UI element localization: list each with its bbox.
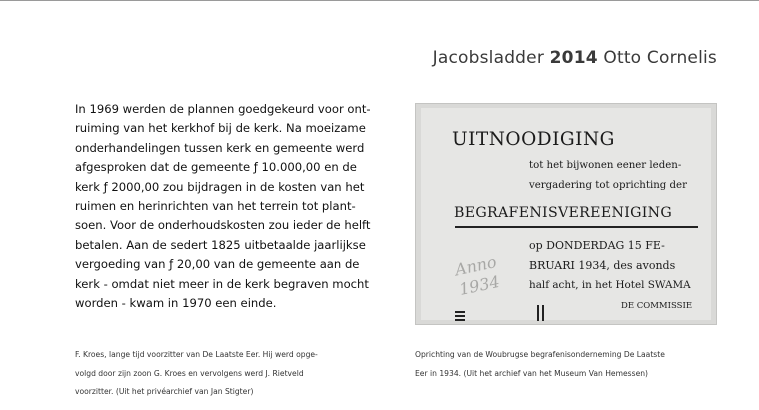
invitation-card — [421, 108, 711, 320]
invitation-photo — [415, 103, 717, 325]
page-header — [433, 48, 717, 68]
photo-caption-right — [415, 346, 715, 383]
body-line: ruiming van het kerkhof bij de kerk. Na moeizame — [75, 121, 366, 136]
header-title: Jacobsladder — [432, 48, 545, 68]
invitation-heading: UITNOODIGING — [452, 129, 615, 150]
caption-line: F. Kroes, lange tijd voorzitter van De Laatste Eer. Hij werd opge- — [75, 350, 318, 359]
invitation-subheading: BEGRAFENISVEREENIGING — [454, 205, 672, 221]
print-mark — [537, 305, 547, 321]
body-line: ruimen en herinrichten van het terrein tot plant- — [75, 199, 356, 214]
handwriting-word: Anno — [453, 252, 499, 280]
header-author: Otto Cornelis — [603, 48, 717, 68]
photo-caption-left — [75, 346, 375, 402]
invitation-line: BRUARI 1934, des avonds — [529, 259, 676, 272]
body-line: afgesproken dat de gemeente ƒ 10.000,00 en de — [75, 160, 357, 175]
handwriting-year: 1934 — [457, 271, 502, 299]
invitation-line: half acht, in het Hotel SWAMA — [529, 279, 691, 291]
body-line: soen. Voor de onderhoudskosten zou ieder de helft — [75, 218, 371, 233]
invitation-line: vergadering tot oprichting der — [529, 180, 687, 191]
body-line: In 1969 werden de plannen goedgekeurd voor ont- — [75, 102, 371, 116]
body-line: onderhandelingen tussen kerk en gemeente werd — [75, 140, 365, 155]
body-line: vergoeding van ƒ 20,00 van de gemeente aan de — [75, 257, 360, 272]
invitation-signature: DE COMMISSIE — [621, 301, 693, 311]
invitation-line: op DONDERDAG 15 FE- — [529, 239, 665, 252]
top-rule — [0, 0, 759, 1]
caption-line: Eer in 1934. (Uit het archief van het Museum Van Hemessen) — [415, 368, 649, 378]
handwritten-annotation — [453, 252, 502, 300]
caption-line: Oprichting van de Woubrugse begrafenisonderneming De Laatste — [415, 350, 665, 359]
body-paragraph — [75, 100, 390, 313]
caption-line: voorzitter. (Uit het privéarchief van Jan Stigter) — [75, 387, 254, 396]
header-year: 2014 — [549, 48, 598, 68]
body-line: kerk ƒ 2000,00 zou bijdragen in de kosten van het — [75, 179, 365, 194]
body-line: betalen. Aan de sedert 1825 uitbetaalde jaarlijkse — [75, 237, 366, 252]
heading-underline — [455, 226, 698, 228]
body-line: kerk - omdat niet meer in de kerk begraven mocht — [75, 276, 369, 291]
invitation-line: tot het bijwonen eener leden- — [529, 160, 682, 171]
print-mark — [455, 311, 465, 321]
caption-line: volgd door zijn zoon G. Kroes en vervolgens werd J. Rietveld — [75, 368, 304, 378]
body-line: worden - kwam in 1970 een einde. — [75, 296, 277, 311]
